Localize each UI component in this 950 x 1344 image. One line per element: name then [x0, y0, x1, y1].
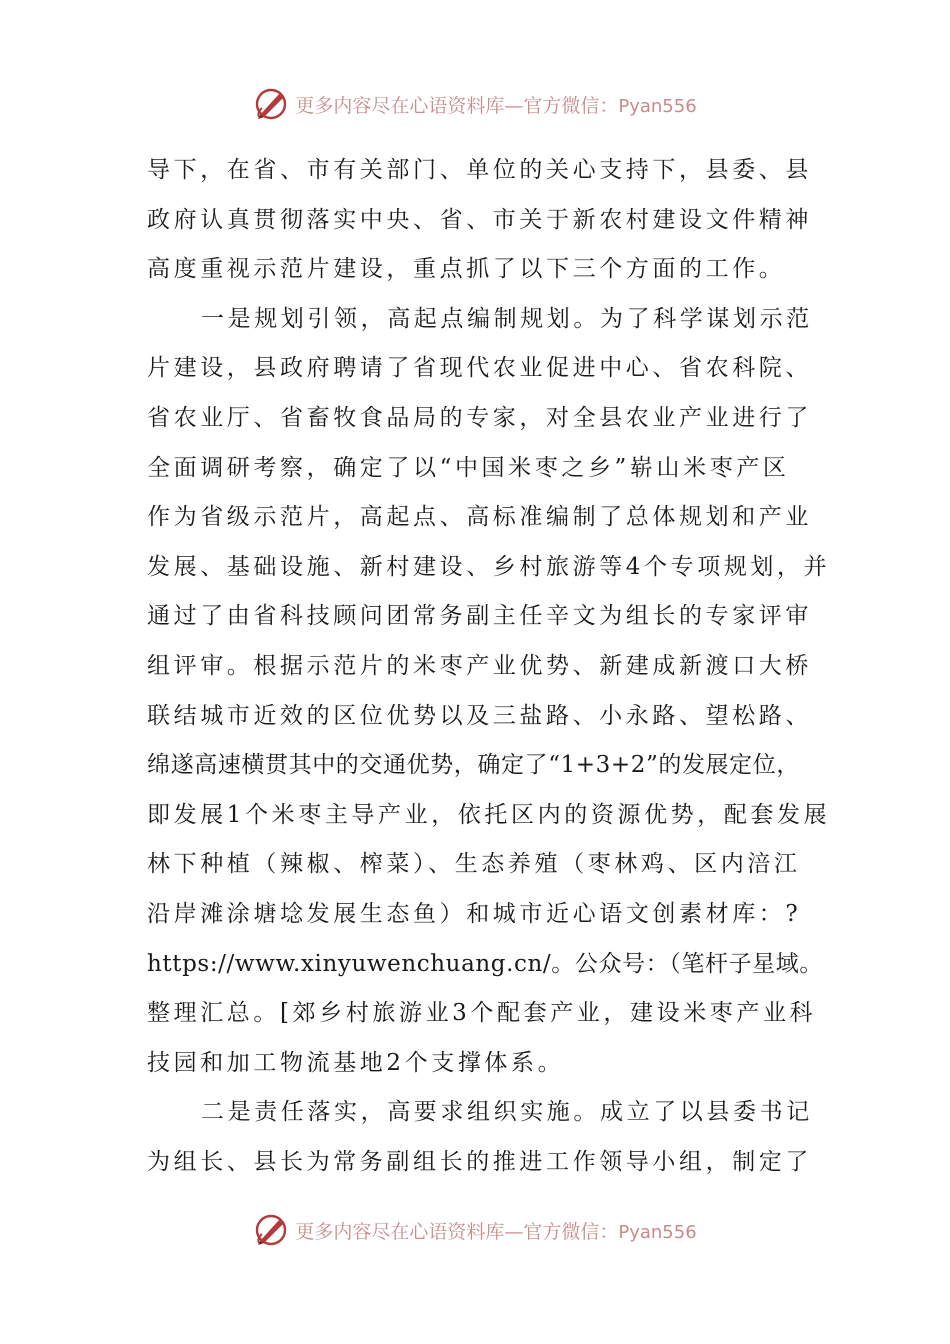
pen-logo-icon	[253, 1212, 289, 1248]
body-line: 片建设，县政府聘请了省现代农业促进中心、省农科院、	[147, 355, 812, 382]
body-line: 整理汇总。[郊乡村旅游业3个配套产业，建设米枣产业科	[147, 1000, 817, 1027]
watermark-text	[295, 91, 696, 118]
body-line: 政府认真贯彻落实中央、省、市关于新农村建设文件精神	[147, 206, 812, 233]
document-body	[147, 146, 831, 1187]
body-line: 组评审。根据示范片的米枣产业优势、新建成新渡口大桥	[147, 652, 812, 679]
body-line: 通过了由省科技顾问团常务副主任辛文为组长的专家评审	[147, 603, 812, 630]
body-line: 高度重视示范片建设，重点抓了以下三个方面的工作。	[147, 256, 786, 283]
header-watermark-banner	[0, 80, 950, 128]
watermark-label: 更多内容尽在心语资料库—官方微信：	[295, 94, 619, 117]
body-line: 作为省级示范片，高起点、高标准编制了总体规划和产业	[147, 504, 812, 531]
footer-watermark-banner	[0, 1206, 950, 1254]
body-line: 技园和加工物流基地2个支撑体系。	[147, 1049, 565, 1076]
body-line: 林下种植（辣椒、榨菜）、生态养殖（枣林鸡、区内涪江	[147, 851, 801, 878]
paragraph-first-line: 二是责任落实，高要求组织实施。成立了以县委书记	[201, 1099, 813, 1126]
body-line: 发展、基础设施、新村建设、乡村旅游等4个专项规划，并	[147, 553, 831, 580]
paragraph-first-line: 一是规划引领，高起点编制规划。为了科学谋划示范	[201, 305, 813, 332]
watermark-text	[295, 1217, 696, 1244]
body-line: 省农业厅、省畜牧食品局的专家，对全县农业产业进行了	[147, 404, 812, 431]
body-line: 即发展1个米枣主导产业，依托区内的资源优势，配套发展	[147, 801, 831, 828]
wechat-id: Pyan556	[618, 95, 697, 117]
watermark-label: 更多内容尽在心语资料库—官方微信：	[295, 1220, 619, 1243]
body-line: 绵遂高速横贯其中的交通优势，确定了“1+3+2”的发展定位，	[147, 752, 800, 779]
body-line-url: https://www.xinyuwenchuang.cn/。公众号：（笔杆子星域。	[147, 950, 823, 977]
body-line: 导下，在省、市有关部门、单位的关心支持下，县委、县	[147, 157, 812, 183]
body-line: 为组长、县长为常务副组长的推进工作领导小组，制定了	[147, 1148, 812, 1175]
wechat-id: Pyan556	[618, 1221, 697, 1243]
body-line: 联结城市近效的区位优势以及三盐路、小永路、望松路、	[147, 702, 812, 729]
body-line: 全面调研考察，确定了以“中国米枣之乡”崭山米枣产区	[147, 454, 790, 481]
body-line: 沿岸滩涂塘埝发展生态鱼）和城市近心语文创素材库：?	[147, 900, 802, 927]
pen-logo-icon	[253, 86, 289, 122]
